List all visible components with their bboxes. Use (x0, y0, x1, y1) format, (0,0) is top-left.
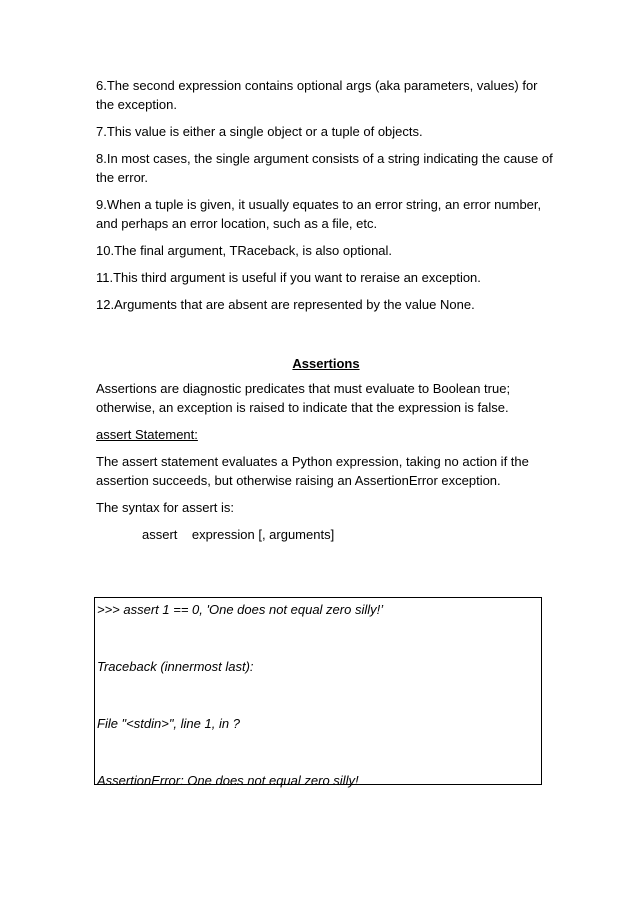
section-title-assertions: Assertions (292, 356, 360, 371)
code-example-box (94, 597, 542, 788)
list-item: 10.The final argument, TRaceback, is also optional. (96, 243, 393, 258)
list-item: 8.In most cases, the single argument consists of a string indicating the cause of the error. (96, 151, 553, 185)
code-line: File "<stdin>", line 1, in ? (97, 716, 240, 731)
assert-description: The assert statement evaluates a Python expression, taking no action if the assertion succeeds, but otherwise raising an AssertionError exception. (96, 454, 529, 488)
list-item: 7.This value is either a single object or a tuple of objects. (96, 124, 423, 139)
syntax-intro: The syntax for assert is: (96, 500, 234, 515)
list-item: 9.When a tuple is given, it usually equates to an error string, an error number, and perhaps an error location, such as a file, etc. (96, 197, 542, 231)
list-item: 6.The second expression contains optional args (aka parameters, values) for the exception. (96, 78, 538, 112)
assertions-intro: Assertions are diagnostic predicates that must evaluate to Boolean true; otherwise, an exception is raised to indicate that the expression is false. (96, 381, 511, 415)
code-line: Traceback (innermost last): (97, 659, 254, 674)
code-line: >>> assert 1 == 0, 'One does not equal zero silly!’ (97, 602, 384, 617)
assert-statement-subheading: assert Statement: (96, 427, 198, 442)
syntax-line: assert expression [, arguments] (142, 527, 335, 542)
list-item: 12.Arguments that are absent are represented by the value None. (96, 297, 475, 312)
code-line: AssertionError: One does not equal zero silly! (97, 773, 359, 788)
document-body (96, 76, 556, 548)
list-item: 11.This third argument is useful if you want to reraise an exception. (96, 270, 481, 285)
